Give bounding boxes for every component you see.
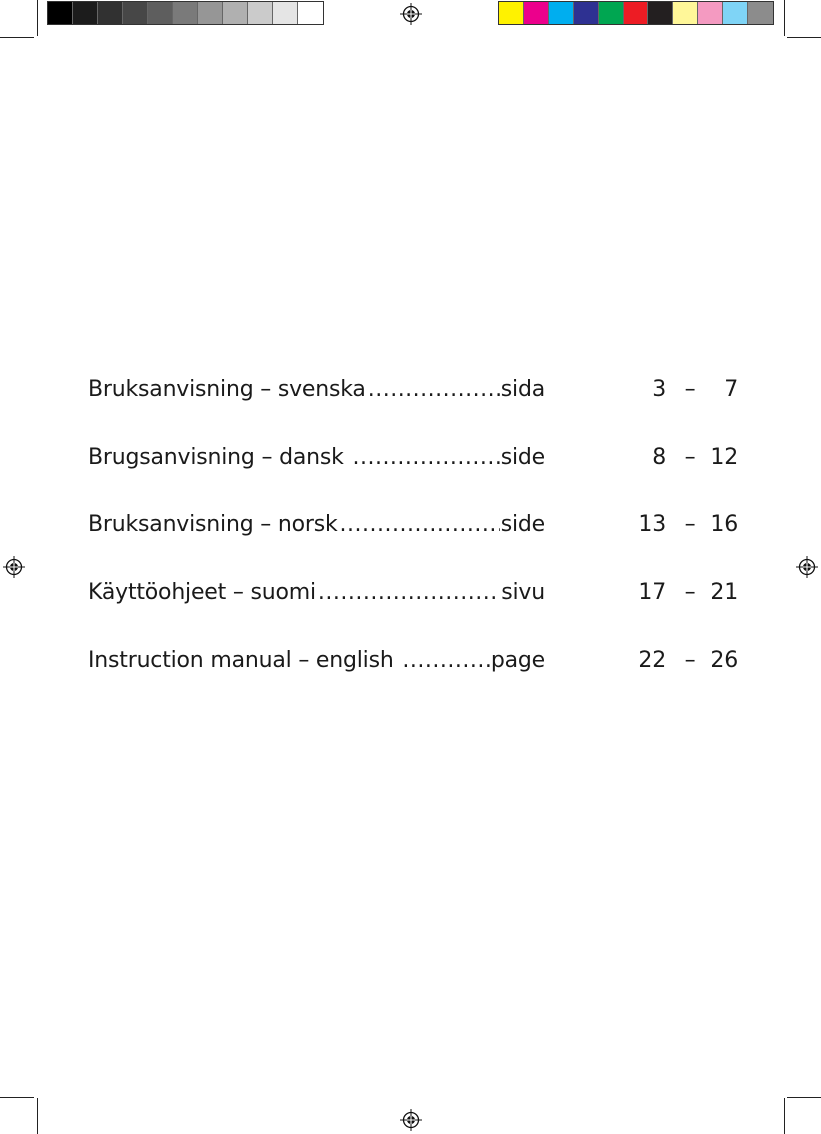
toc-label bbox=[88, 375, 545, 405]
color-swatch bbox=[123, 2, 148, 24]
toc-page-dash: – bbox=[684, 580, 696, 605]
crop-mark bbox=[0, 1097, 34, 1098]
color-swatch bbox=[624, 2, 649, 24]
toc-page-word: page bbox=[490, 648, 545, 673]
registration-mark-icon bbox=[796, 556, 818, 578]
registration-mark-icon bbox=[3, 556, 25, 578]
toc-page-from: 8 bbox=[652, 445, 666, 470]
toc-page-to: 12 bbox=[710, 445, 738, 470]
crop-mark bbox=[787, 37, 821, 38]
toc-entry-suomi bbox=[88, 578, 738, 608]
crop-mark bbox=[37, 1098, 38, 1134]
toc-page-from: 22 bbox=[638, 648, 666, 673]
toc-label bbox=[88, 646, 545, 676]
color-swatch bbox=[524, 2, 549, 24]
color-swatch bbox=[173, 2, 198, 24]
toc-page-to: 7 bbox=[724, 377, 738, 402]
color-swatch bbox=[273, 2, 298, 24]
toc-page-dash: – bbox=[684, 445, 696, 470]
color-swatch bbox=[73, 2, 98, 24]
grayscale-color-bar bbox=[47, 1, 324, 25]
toc-entry-svenska bbox=[88, 375, 738, 405]
registration-mark-icon bbox=[400, 3, 422, 25]
color-swatch bbox=[499, 2, 524, 24]
toc-title: Käyttöohjeet – suomi bbox=[88, 580, 316, 605]
toc-page-word: side bbox=[500, 445, 545, 470]
toc-page-dash: – bbox=[684, 648, 696, 673]
color-swatch bbox=[98, 2, 123, 24]
toc-label bbox=[88, 510, 545, 540]
crop-mark bbox=[0, 37, 34, 38]
toc-entry-dansk bbox=[88, 443, 738, 473]
toc-page-to: 26 bbox=[710, 648, 738, 673]
color-swatch bbox=[248, 2, 273, 24]
crop-mark bbox=[784, 1098, 785, 1134]
toc-page-from: 13 bbox=[638, 512, 666, 537]
color-swatch bbox=[673, 2, 698, 24]
color-swatch bbox=[648, 2, 673, 24]
toc-leader-dots bbox=[316, 578, 500, 608]
crop-mark bbox=[787, 1097, 821, 1098]
toc-title: Bruksanvisning – svenska bbox=[88, 377, 366, 402]
toc-entry-norsk bbox=[88, 510, 738, 540]
toc-title: Brugsanvisning – dansk bbox=[88, 445, 351, 470]
toc-leader-dots bbox=[366, 375, 500, 405]
toc-leader-dots bbox=[350, 443, 499, 473]
color-swatch bbox=[198, 2, 223, 24]
toc-title: Instruction manual – english bbox=[88, 648, 401, 673]
color-swatch bbox=[223, 2, 248, 24]
process-color-bar bbox=[498, 1, 774, 25]
toc-entry-english bbox=[88, 646, 738, 676]
toc-page-dash: – bbox=[684, 377, 696, 402]
color-swatch bbox=[599, 2, 624, 24]
toc-page-from: 17 bbox=[638, 580, 666, 605]
toc-page-word: side bbox=[500, 512, 545, 537]
color-swatch bbox=[748, 2, 773, 24]
toc-page-word: sivu bbox=[501, 580, 545, 605]
color-swatch bbox=[298, 2, 323, 24]
toc-label bbox=[88, 578, 545, 608]
toc-label bbox=[88, 443, 545, 473]
color-swatch bbox=[48, 2, 73, 24]
color-swatch bbox=[549, 2, 574, 24]
color-swatch bbox=[148, 2, 173, 24]
color-swatch bbox=[698, 2, 723, 24]
toc-leader-dots bbox=[338, 510, 500, 540]
toc-page-to: 21 bbox=[710, 580, 738, 605]
toc-title: Bruksanvisning – norsk bbox=[88, 512, 338, 537]
toc-page-word: sida bbox=[500, 377, 545, 402]
crop-mark bbox=[784, 0, 785, 36]
registration-mark-icon bbox=[400, 1109, 422, 1131]
color-swatch bbox=[574, 2, 599, 24]
toc-page-to: 16 bbox=[710, 512, 738, 537]
color-swatch bbox=[723, 2, 748, 24]
toc-leader-dots bbox=[400, 646, 489, 676]
crop-mark bbox=[37, 0, 38, 36]
toc-page-from: 3 bbox=[652, 377, 666, 402]
toc-page-dash: – bbox=[684, 512, 696, 537]
